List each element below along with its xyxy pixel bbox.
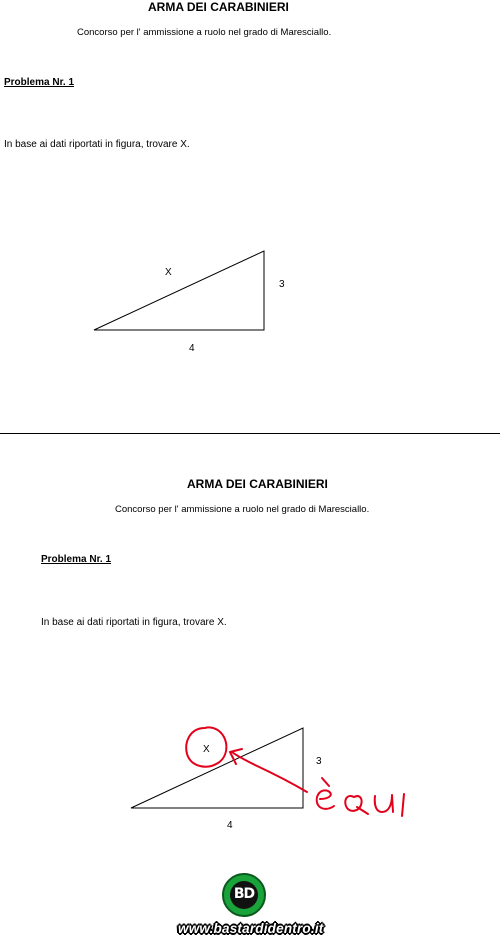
instruction-text: In base ai dati riportati in figura, trovare X. bbox=[41, 617, 227, 628]
instruction-text: In base ai dati riportati in figura, trovare X. bbox=[4, 139, 190, 150]
red-e-mark bbox=[317, 790, 334, 808]
red-i-mark bbox=[402, 794, 404, 816]
label-height: 3 bbox=[316, 756, 322, 767]
red-arrow-mark bbox=[232, 752, 307, 792]
label-height: 3 bbox=[279, 279, 285, 290]
site-watermark: www.bastardidentro.it bbox=[178, 921, 324, 936]
label-x: X bbox=[165, 267, 172, 278]
problem-label: Problema Nr. 1 bbox=[41, 554, 112, 565]
logo-letters: BD bbox=[233, 886, 255, 902]
red-u-mark bbox=[375, 795, 393, 812]
red-q-mark bbox=[345, 796, 368, 814]
panel-subtitle: Concorso per l' ammissione a ruolo nel grado di Maresciallo. bbox=[115, 504, 370, 515]
label-base: 4 bbox=[227, 820, 233, 831]
label-x: X bbox=[203, 744, 210, 755]
panel-title: ARMA DEI CARABINIERI bbox=[187, 477, 328, 491]
red-annotation bbox=[186, 727, 404, 816]
panel-title: ARMA DEI CARABINIERI bbox=[148, 0, 289, 14]
bd-logo bbox=[222, 873, 266, 917]
red-accent-mark bbox=[322, 778, 329, 786]
panel-subtitle: Concorso per l' ammissione a ruolo nel grado di Maresciallo. bbox=[77, 27, 332, 38]
label-base: 4 bbox=[189, 343, 195, 354]
problem-label: Problema Nr. 1 bbox=[4, 77, 75, 88]
triangle-shape bbox=[131, 728, 303, 808]
